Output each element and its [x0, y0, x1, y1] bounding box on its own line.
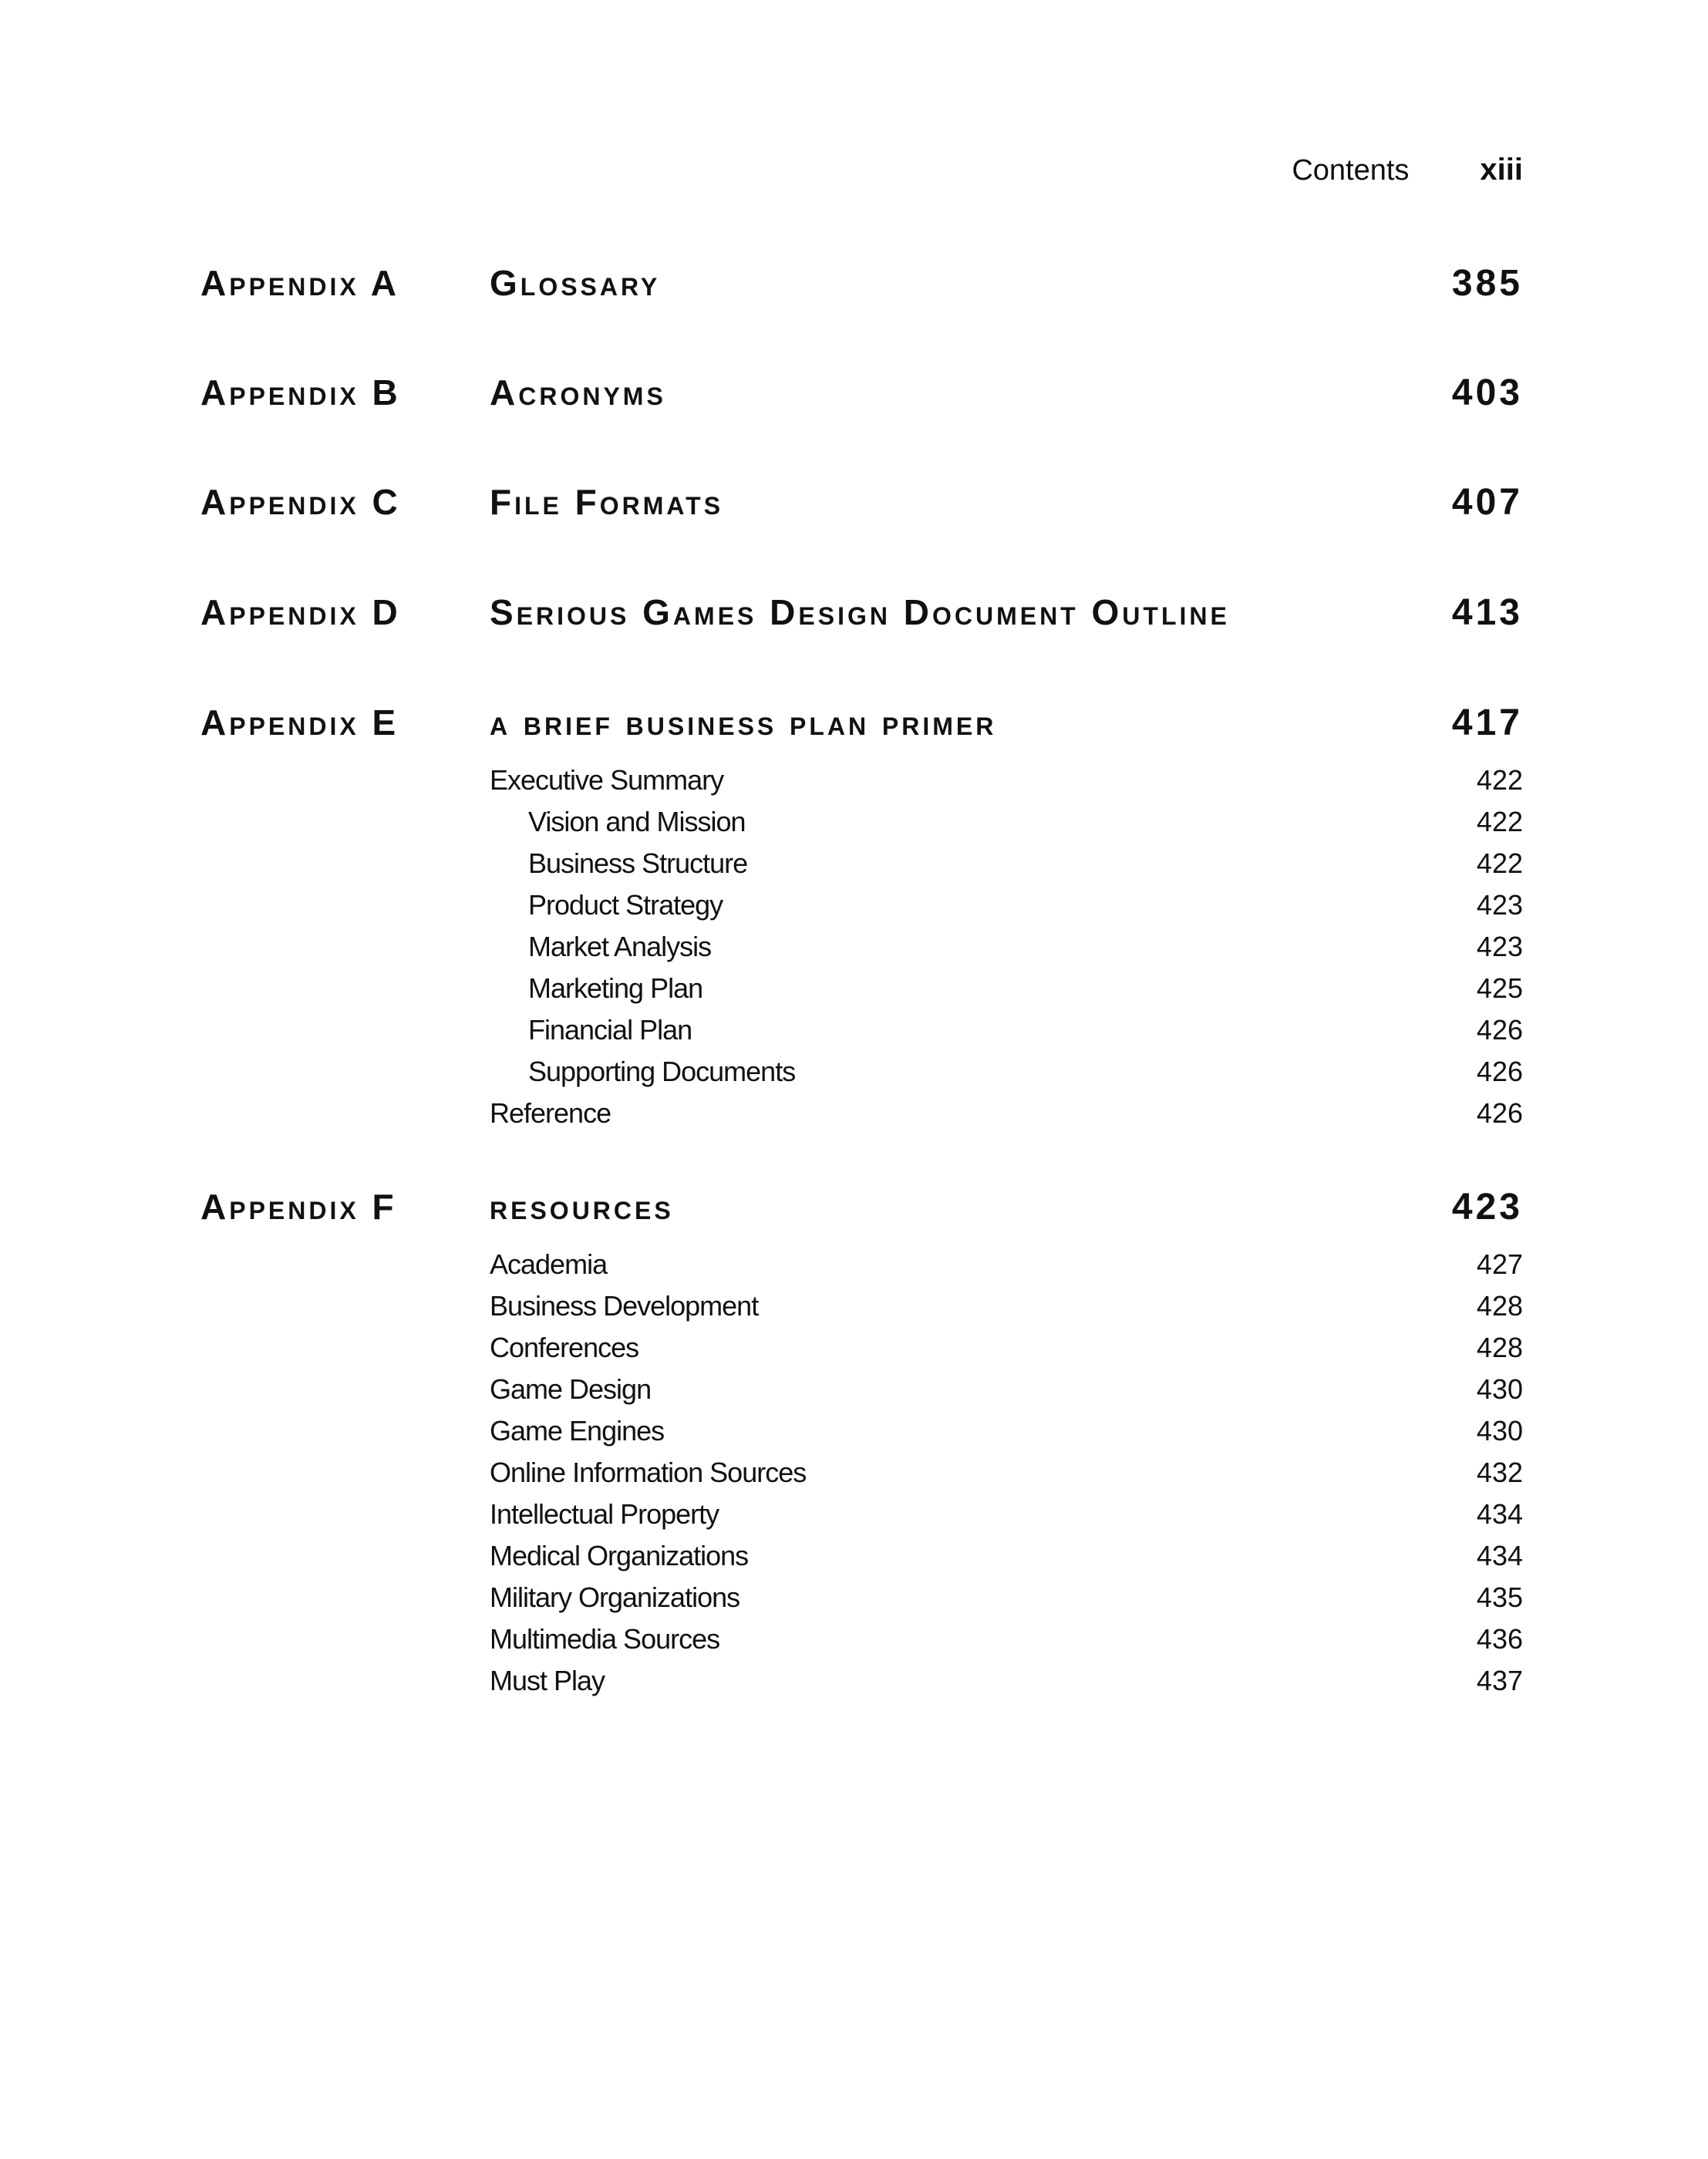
toc-subentry[interactable]	[490, 968, 1523, 1009]
toc-entry-title: Online Information Sources	[490, 1457, 807, 1488]
toc-entry-title: Vision and Mission	[528, 806, 746, 837]
toc-entry[interactable]	[490, 1452, 1523, 1494]
toc-entry[interactable]	[490, 1535, 1523, 1577]
toc-entry-title: Supporting Documents	[528, 1056, 796, 1087]
toc-entry-page: 430	[1476, 1373, 1523, 1405]
toc-entry-title: Multimedia Sources	[490, 1623, 720, 1655]
toc-entry-page: 427	[1476, 1248, 1523, 1280]
toc-entry-page: 423	[1476, 889, 1523, 921]
toc-entry-page: 432	[1476, 1457, 1523, 1488]
appendix-page-number: 407	[1451, 482, 1523, 523]
toc-entry-title: Marketing Plan	[528, 972, 703, 1004]
appendix-label: Appendix D	[200, 592, 401, 632]
toc-entry-title: Game Engines	[490, 1415, 665, 1447]
appendix-label: Appendix F	[200, 1187, 397, 1227]
toc-entry-page: 425	[1476, 972, 1523, 1004]
toc-entry-page: 426	[1476, 1014, 1523, 1046]
toc-entry-title: Market Analysis	[528, 931, 712, 962]
toc-entry-page: 426	[1476, 1097, 1523, 1129]
toc-subentry[interactable]	[490, 801, 1523, 843]
toc-entry-title: Financial Plan	[528, 1014, 692, 1046]
toc-subentry[interactable]	[490, 884, 1523, 926]
toc-entry-title: Conferences	[490, 1332, 639, 1363]
toc-entry[interactable]	[490, 1244, 1523, 1285]
appendix-title: Serious Games Design Document Outline	[490, 592, 1230, 632]
toc-entry-page: 422	[1476, 764, 1523, 796]
toc-entry[interactable]	[490, 760, 1523, 801]
toc-entry-page: 436	[1476, 1623, 1523, 1655]
toc-entry-page: 423	[1476, 931, 1523, 962]
toc-entry[interactable]	[490, 1660, 1523, 1702]
toc-entry-page: 422	[1476, 847, 1523, 879]
toc-entry-title: Must Play	[490, 1665, 605, 1696]
toc-entry[interactable]	[490, 1369, 1523, 1410]
toc-entry[interactable]	[490, 1577, 1523, 1618]
appendix-label: Appendix B	[200, 372, 401, 413]
toc-entry[interactable]	[490, 1093, 1523, 1134]
toc-entry-page: 422	[1476, 806, 1523, 837]
appendix-page-number: 413	[1451, 592, 1523, 633]
appendix-title: Acronyms	[490, 372, 666, 413]
toc-subentry[interactable]	[490, 1051, 1523, 1093]
toc-entry[interactable]	[490, 1618, 1523, 1660]
running-head	[1292, 153, 1523, 187]
toc-entry-page: 437	[1476, 1665, 1523, 1696]
toc-entry-page: 434	[1476, 1540, 1523, 1571]
appendix-label: Appendix E	[200, 702, 399, 743]
toc-entry[interactable]	[490, 1410, 1523, 1452]
toc-entry[interactable]	[490, 1327, 1523, 1369]
toc-entry[interactable]	[490, 1494, 1523, 1535]
toc-entry-page: 435	[1476, 1581, 1523, 1613]
toc-entry-title: Academia	[490, 1248, 608, 1280]
appendix-title: Glossary	[490, 263, 661, 303]
toc-entry-list	[490, 1244, 1523, 1702]
appendix-page-number: 417	[1451, 702, 1523, 743]
running-head-section: Contents	[1292, 154, 1410, 187]
appendix-title: File Formats	[490, 482, 724, 522]
toc-entry-page: 434	[1476, 1498, 1523, 1530]
toc-entry-list	[490, 760, 1523, 1134]
toc-entry-page: 428	[1476, 1332, 1523, 1363]
appendix-title: resources	[490, 1187, 674, 1227]
appendix-page-number: 385	[1451, 263, 1523, 304]
toc-entry-title: Game Design	[490, 1373, 652, 1405]
toc-subentry[interactable]	[490, 926, 1523, 968]
toc-entry-title: Business Structure	[528, 847, 748, 879]
toc-entry[interactable]	[490, 1285, 1523, 1327]
toc-entry-title: Executive Summary	[490, 764, 724, 796]
appendix-page-number: 423	[1451, 1187, 1523, 1228]
toc-entry-title: Medical Organizations	[490, 1540, 749, 1571]
toc-entry-title: Military Organizations	[490, 1581, 740, 1613]
toc-entry-title: Intellectual Property	[490, 1498, 719, 1530]
toc-entry-title: Product Strategy	[528, 889, 723, 921]
toc-entry-page: 426	[1476, 1056, 1523, 1087]
toc-entry-title: Reference	[490, 1097, 611, 1129]
toc-entry-page: 428	[1476, 1290, 1523, 1322]
toc-subentry[interactable]	[490, 843, 1523, 884]
appendix-label: Appendix A	[200, 263, 399, 303]
toc-entry-title: Business Development	[490, 1290, 759, 1322]
page-number: xiii	[1480, 153, 1523, 187]
appendix-title: a brief business plan primer	[490, 702, 997, 743]
toc-entry-page: 430	[1476, 1415, 1523, 1447]
appendix-label: Appendix C	[200, 482, 401, 522]
appendix-page-number: 403	[1451, 372, 1523, 413]
toc-subentry[interactable]	[490, 1009, 1523, 1051]
